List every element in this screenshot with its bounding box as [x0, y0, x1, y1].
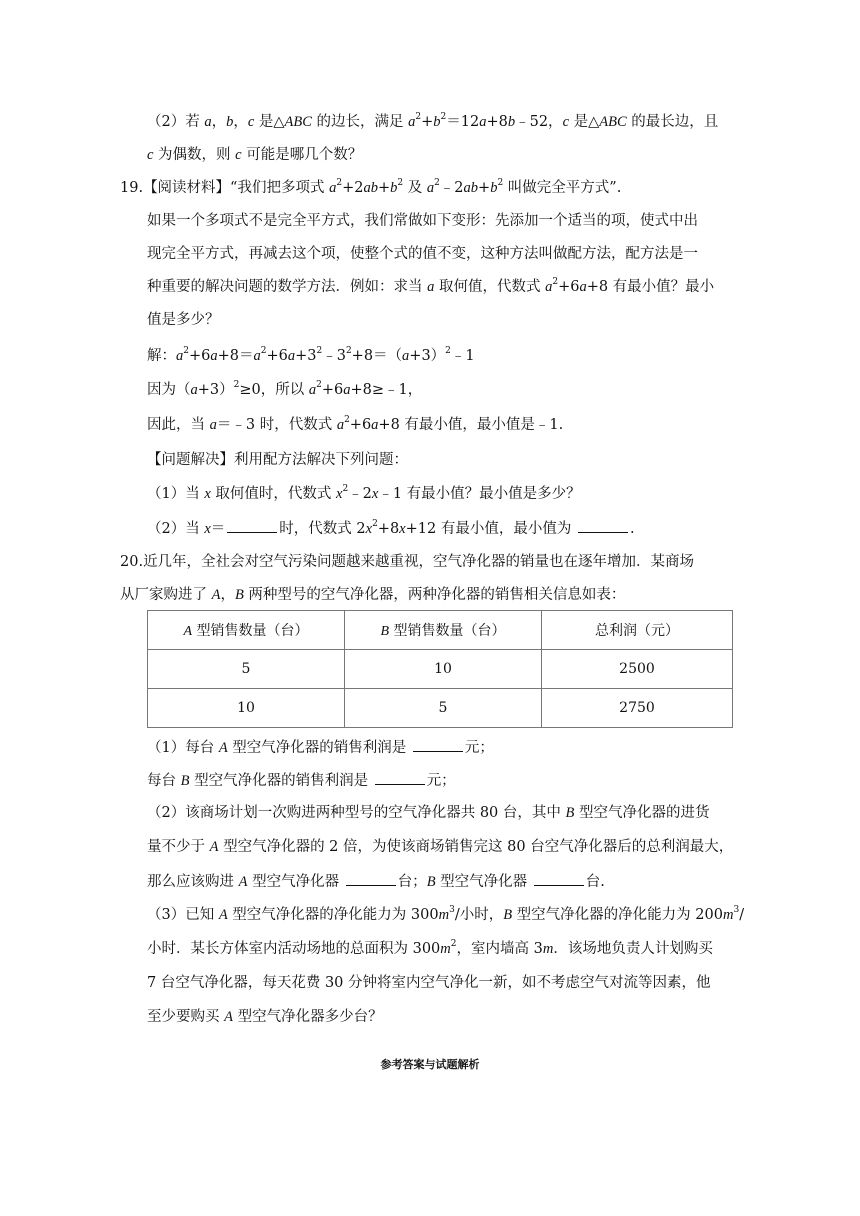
answer-blank[interactable] — [227, 518, 277, 533]
table-row — [148, 689, 733, 728]
answers-section-title: 参考答案与试题解析 — [380, 1058, 480, 1071]
q20-sub1a-unit: 元； — [464, 740, 494, 756]
table-row — [148, 650, 733, 689]
q19-para-line3: 种重要的解决问题的数学方法．例如：求当 a 取何值，代数式 $a^2+6a+8$ 有最小值？最小 — [147, 277, 715, 295]
q20-sub3-line2: 小时．某长方体室内活动场地的总面积为 $300m^2$，室内墙高 3m．该场地负责人计划购买 — [147, 939, 713, 957]
q19-number: 19. — [120, 180, 144, 196]
q20-line1: 20.近几年，全社会对空气污染问题越来越重视，空气净化器的销量也在逐年增加．某商场 — [120, 554, 695, 570]
q20-sub1b-unit: 元； — [426, 773, 456, 789]
q19-sub2: （2）当 x＝ 时，代数式 $2x^2+8x+12$ 有最小值，最小值为 . — [147, 519, 635, 537]
table-header-cell: 总利润（元） — [542, 611, 733, 650]
answer-blank[interactable] — [346, 871, 396, 886]
answer-blank[interactable] — [413, 737, 463, 752]
q20-line2: 从厂家购进了 A，B 两种型号的空气净化器，两种净化器的销售相关信息如表： — [120, 587, 626, 603]
table-cell: 2500 — [542, 650, 733, 689]
q19-para-line2: 现完全平方式，再减去这个项，使整个式的值不变，这种方法叫做配方法，配方法是一 — [147, 246, 698, 262]
sales-table — [147, 610, 733, 728]
q19-problem-title: 【问题解决】利用配方法解决下列问题： — [147, 452, 408, 468]
q19-para-line4: 值是多少？ — [147, 312, 220, 328]
q18-part2-line1: （2）若 a，b，c 是△ABC 的边长，满足 $a^2+b^2=12a+8b﹣52$，c 是△ABC 的最长边，且 — [147, 112, 719, 130]
table-cell: 10 — [148, 689, 345, 728]
q19-therefore: 因此，当 a＝﹣3 时，代数式 $a^2+6a+8$ 有最小值，最小值是﹣1. — [147, 415, 564, 433]
q18-part2-prefix: （2）若 — [147, 114, 205, 130]
q20-sub2-line3: 那么应该购进 A 型空气净化器 台；B 型空气净化器 台. — [147, 871, 605, 892]
table-cell: 10 — [345, 650, 542, 689]
q19-because: 因为$(a+3)^2\ge 0$，所以 $a^2+6a+8\ge﹣1$， — [147, 380, 423, 398]
q18-part2-line2: c 为偶数，则 c 可能是哪几个数？ — [147, 147, 363, 163]
answer-blank[interactable] — [375, 770, 425, 785]
q20-number: 20. — [120, 554, 144, 570]
q19-solution: 解：$a^2+6a+8=a^2+6a+3^2﹣3^2+8=(a+3)^2﹣1$ — [147, 346, 475, 364]
q20-sub3-line3: 7 台空气净化器，每天花费 30 分钟将室内空气净化一新，如不考虑空气对流等因素，他 — [147, 975, 711, 991]
q19-para-line1: 如果一个多项式不是完全平方式，我们常做如下变形：先添加一个适当的项，使式中出 — [147, 213, 698, 229]
q20-sub1a: （1）每台 A 型空气净化器的销售利润是 元； — [147, 737, 494, 758]
q19-intro: 19.【阅读材料】“我们把多项式 $a^2+2ab+b^2$ 及 $a^2﹣2ab+b^2$ 叫做完全平方式”. — [120, 178, 622, 196]
answer-blank[interactable] — [534, 871, 584, 886]
table-header-cell: A 型销售数量（台） — [148, 611, 345, 650]
table-header-cell: B 型销售数量（台） — [345, 611, 542, 650]
table-header-row — [148, 611, 733, 650]
table-cell: 5 — [345, 689, 542, 728]
q20-sub1b: 每台 B 型空气净化器的销售利润是 元； — [147, 770, 456, 791]
q20-sub3-line1: （3）已知 A 型空气净化器的净化能力为 $300m^3/$小时，B 型空气净化器的净化能力为 $200m^3/$ — [147, 905, 745, 923]
q20-sub2-line2: 量不少于 A 型空气净化器的 2 倍，为使该商场销售完这 80 台空气净化器后的总利润最大， — [147, 839, 734, 855]
q20-sub2-line1: （2）该商场计划一次购进两种型号的空气净化器共 80 台，其中 B 型空气净化器的进货 — [147, 805, 710, 821]
table-cell: 5 — [148, 650, 345, 689]
q19-sub1: （1）当 x 取何值时，代数式 $x^2﹣2x﹣1$ 有最小值？最小值是多少？ — [147, 484, 581, 502]
answer-blank[interactable] — [578, 518, 628, 533]
table-cell: 2750 — [542, 689, 733, 728]
q20-sub3-line4: 至少要购买 A 型空气净化器多少台？ — [147, 1009, 383, 1025]
